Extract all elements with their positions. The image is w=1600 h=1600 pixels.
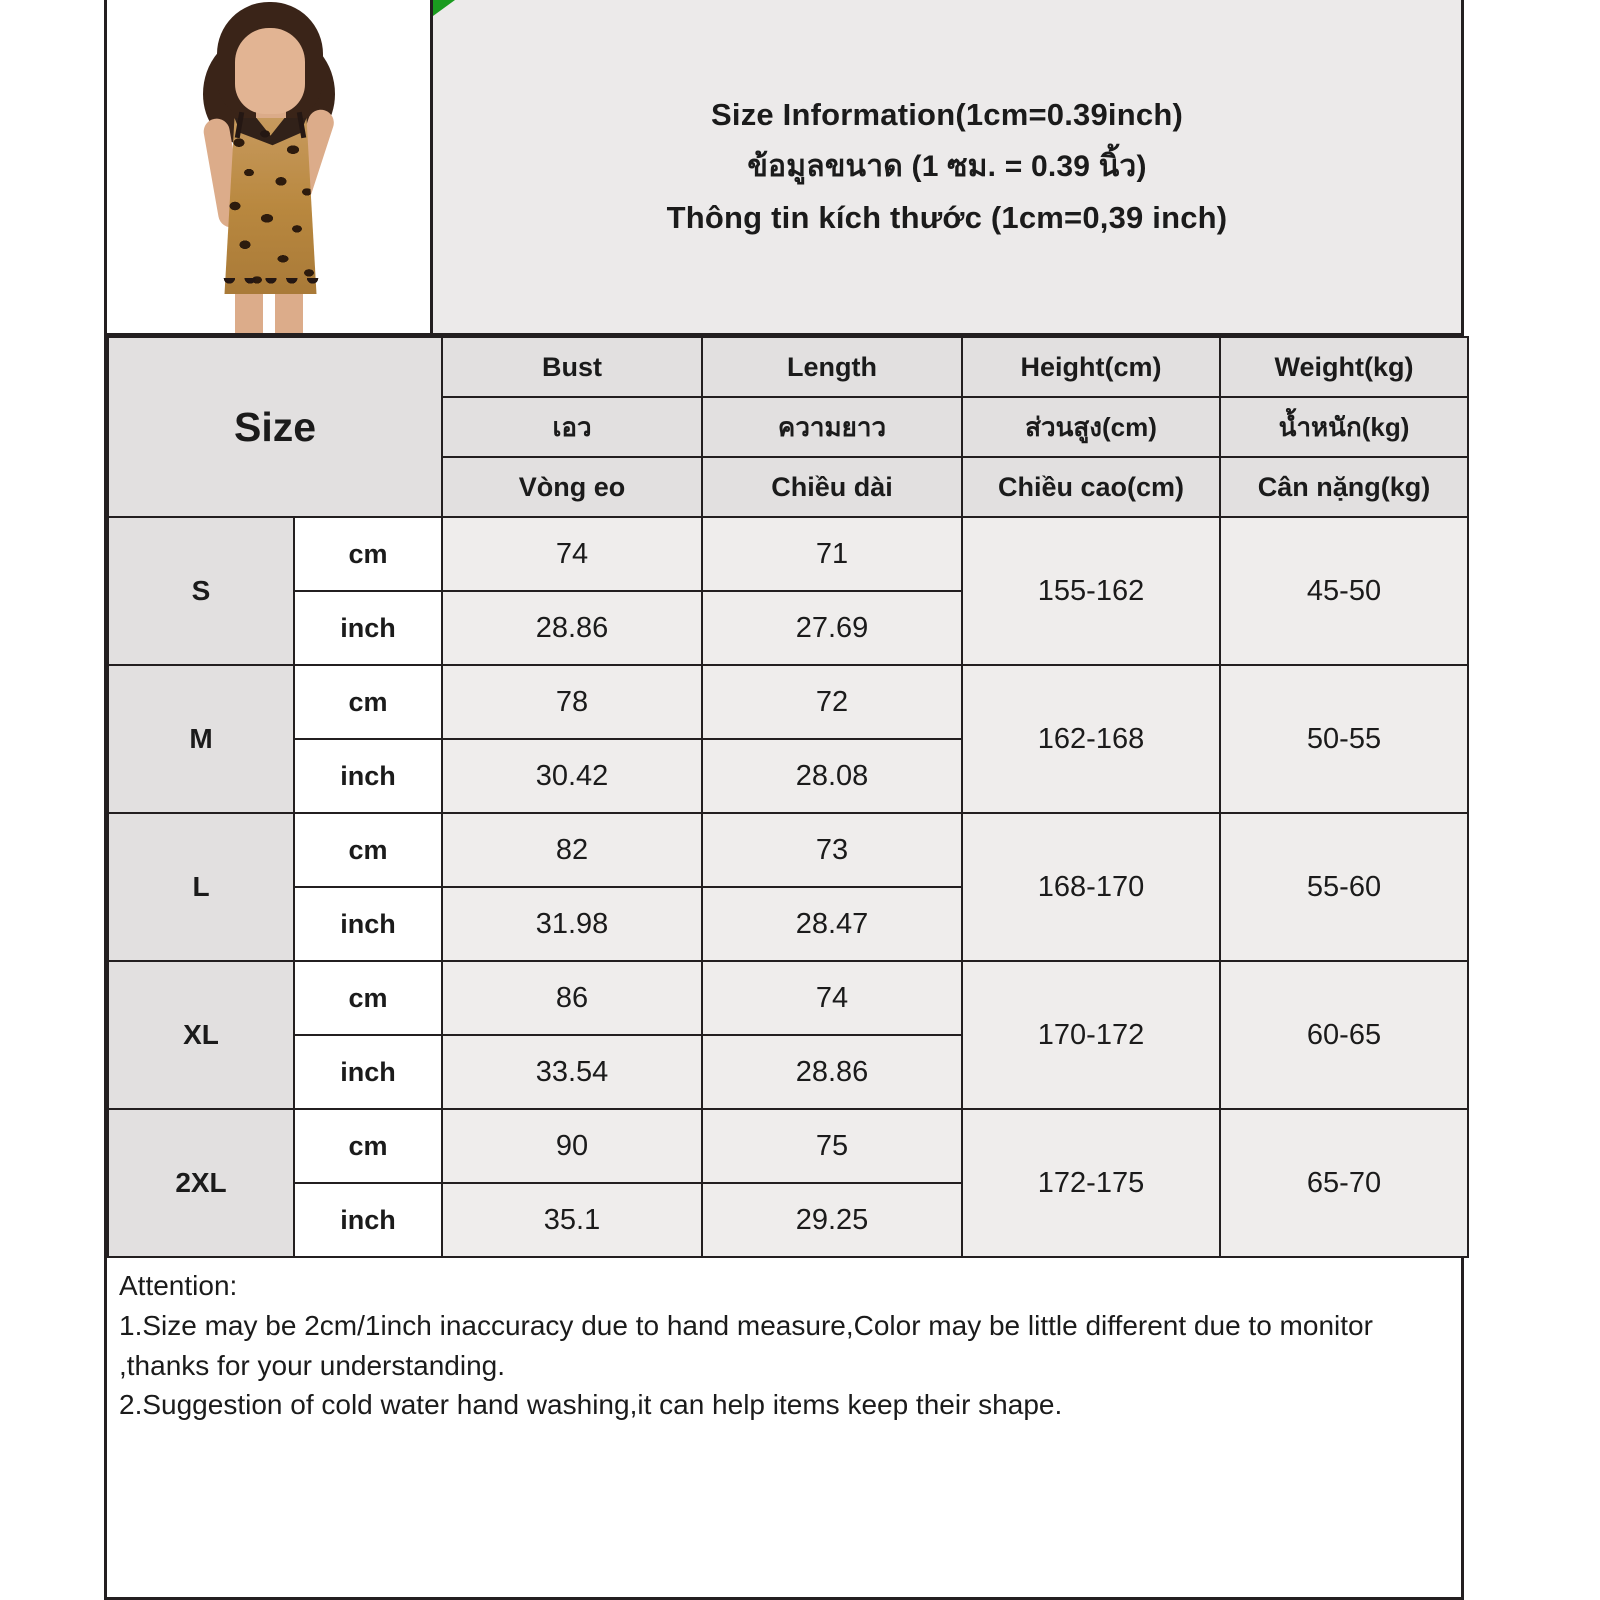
product-photo-cell <box>107 0 433 333</box>
table-header-row-en <box>108 337 1468 397</box>
weight-s: 45-50 <box>1220 517 1468 665</box>
model-illustration <box>159 0 379 333</box>
title-english: Size Information(1cm=0.39inch) <box>711 97 1183 132</box>
chart-header-block <box>107 0 1461 336</box>
bust-cm-2xl: 90 <box>442 1109 702 1183</box>
height-xl: 170-172 <box>962 961 1220 1109</box>
unit-cm-l: cm <box>294 813 442 887</box>
bust-cm-xl: 86 <box>442 961 702 1035</box>
length-cm-2xl: 75 <box>702 1109 962 1183</box>
col-length-th: ความยาว <box>702 397 962 457</box>
bust-cm-s: 74 <box>442 517 702 591</box>
bust-inch-s: 28.86 <box>442 591 702 665</box>
col-height-th: ส่วนสูง(cm) <box>962 397 1220 457</box>
bust-cm-l: 82 <box>442 813 702 887</box>
size-table <box>107 336 1469 1258</box>
unit-cm-s: cm <box>294 517 442 591</box>
face <box>235 28 305 114</box>
green-corner-tab <box>433 0 455 16</box>
weight-2xl: 65-70 <box>1220 1109 1468 1257</box>
weight-m: 50-55 <box>1220 665 1468 813</box>
title-cell <box>433 0 1461 333</box>
unit-inch-2xl: inch <box>294 1183 442 1257</box>
unit-cm-xl: cm <box>294 961 442 1035</box>
weight-xl: 60-65 <box>1220 961 1468 1109</box>
table-row <box>108 665 1468 739</box>
length-inch-s: 27.69 <box>702 591 962 665</box>
length-inch-l: 28.47 <box>702 887 962 961</box>
length-inch-xl: 28.86 <box>702 1035 962 1109</box>
size-word-cell: Size <box>108 337 442 517</box>
title-thai: ข้อมูลขนาด (1 ซม. = 0.39 นิ้ว) <box>747 150 1147 183</box>
height-2xl: 172-175 <box>962 1109 1220 1257</box>
height-m: 162-168 <box>962 665 1220 813</box>
col-length-vi: Chiều dài <box>702 457 962 517</box>
row-size-s: S <box>108 517 294 665</box>
row-size-l: L <box>108 813 294 961</box>
col-bust-th: เอว <box>442 397 702 457</box>
row-size-xl: XL <box>108 961 294 1109</box>
length-cm-l: 73 <box>702 813 962 887</box>
bust-inch-l: 31.98 <box>442 887 702 961</box>
height-s: 155-162 <box>962 517 1220 665</box>
unit-inch-m: inch <box>294 739 442 813</box>
bust-inch-xl: 33.54 <box>442 1035 702 1109</box>
attention-line-2: 2.Suggestion of cold water hand washing,it can help items keep their shape. <box>119 1389 1063 1421</box>
table-row <box>108 517 1468 591</box>
col-weight-en: Weight(kg) <box>1220 337 1468 397</box>
length-cm-m: 72 <box>702 665 962 739</box>
attention-line-1: 1.Size may be 2cm/1inch inaccuracy due to hand measure,Color may be little different due to monitor ,thanks for your understanding. <box>119 1309 1373 1381</box>
unit-inch-l: inch <box>294 887 442 961</box>
attention-block <box>107 1258 1461 1425</box>
length-inch-2xl: 29.25 <box>702 1183 962 1257</box>
weight-l: 55-60 <box>1220 813 1468 961</box>
col-bust-en: Bust <box>442 337 702 397</box>
length-cm-s: 71 <box>702 517 962 591</box>
lace-hem <box>219 278 323 300</box>
unit-inch-s: inch <box>294 591 442 665</box>
table-row <box>108 1109 1468 1183</box>
col-height-en: Height(cm) <box>962 337 1220 397</box>
col-bust-vi: Vòng eo <box>442 457 702 517</box>
unit-cm-m: cm <box>294 665 442 739</box>
col-height-vi: Chiều cao(cm) <box>962 457 1220 517</box>
col-weight-vi: Cân nặng(kg) <box>1220 457 1468 517</box>
length-cm-xl: 74 <box>702 961 962 1035</box>
table-row <box>108 813 1468 887</box>
attention-heading: Attention: <box>119 1270 238 1301</box>
row-size-m: M <box>108 665 294 813</box>
col-length-en: Length <box>702 337 962 397</box>
col-weight-th: น้ำหนัก(kg) <box>1220 397 1468 457</box>
title-vietnamese: Thông tin kích thước (1cm=0,39 inch) <box>666 200 1228 235</box>
bust-inch-2xl: 35.1 <box>442 1183 702 1257</box>
length-inch-m: 28.08 <box>702 739 962 813</box>
unit-inch-xl: inch <box>294 1035 442 1109</box>
bust-inch-m: 30.42 <box>442 739 702 813</box>
unit-cm-2xl: cm <box>294 1109 442 1183</box>
size-chart-sheet <box>104 0 1464 1600</box>
table-row <box>108 961 1468 1035</box>
height-l: 168-170 <box>962 813 1220 961</box>
bust-cm-m: 78 <box>442 665 702 739</box>
row-size-2xl: 2XL <box>108 1109 294 1257</box>
